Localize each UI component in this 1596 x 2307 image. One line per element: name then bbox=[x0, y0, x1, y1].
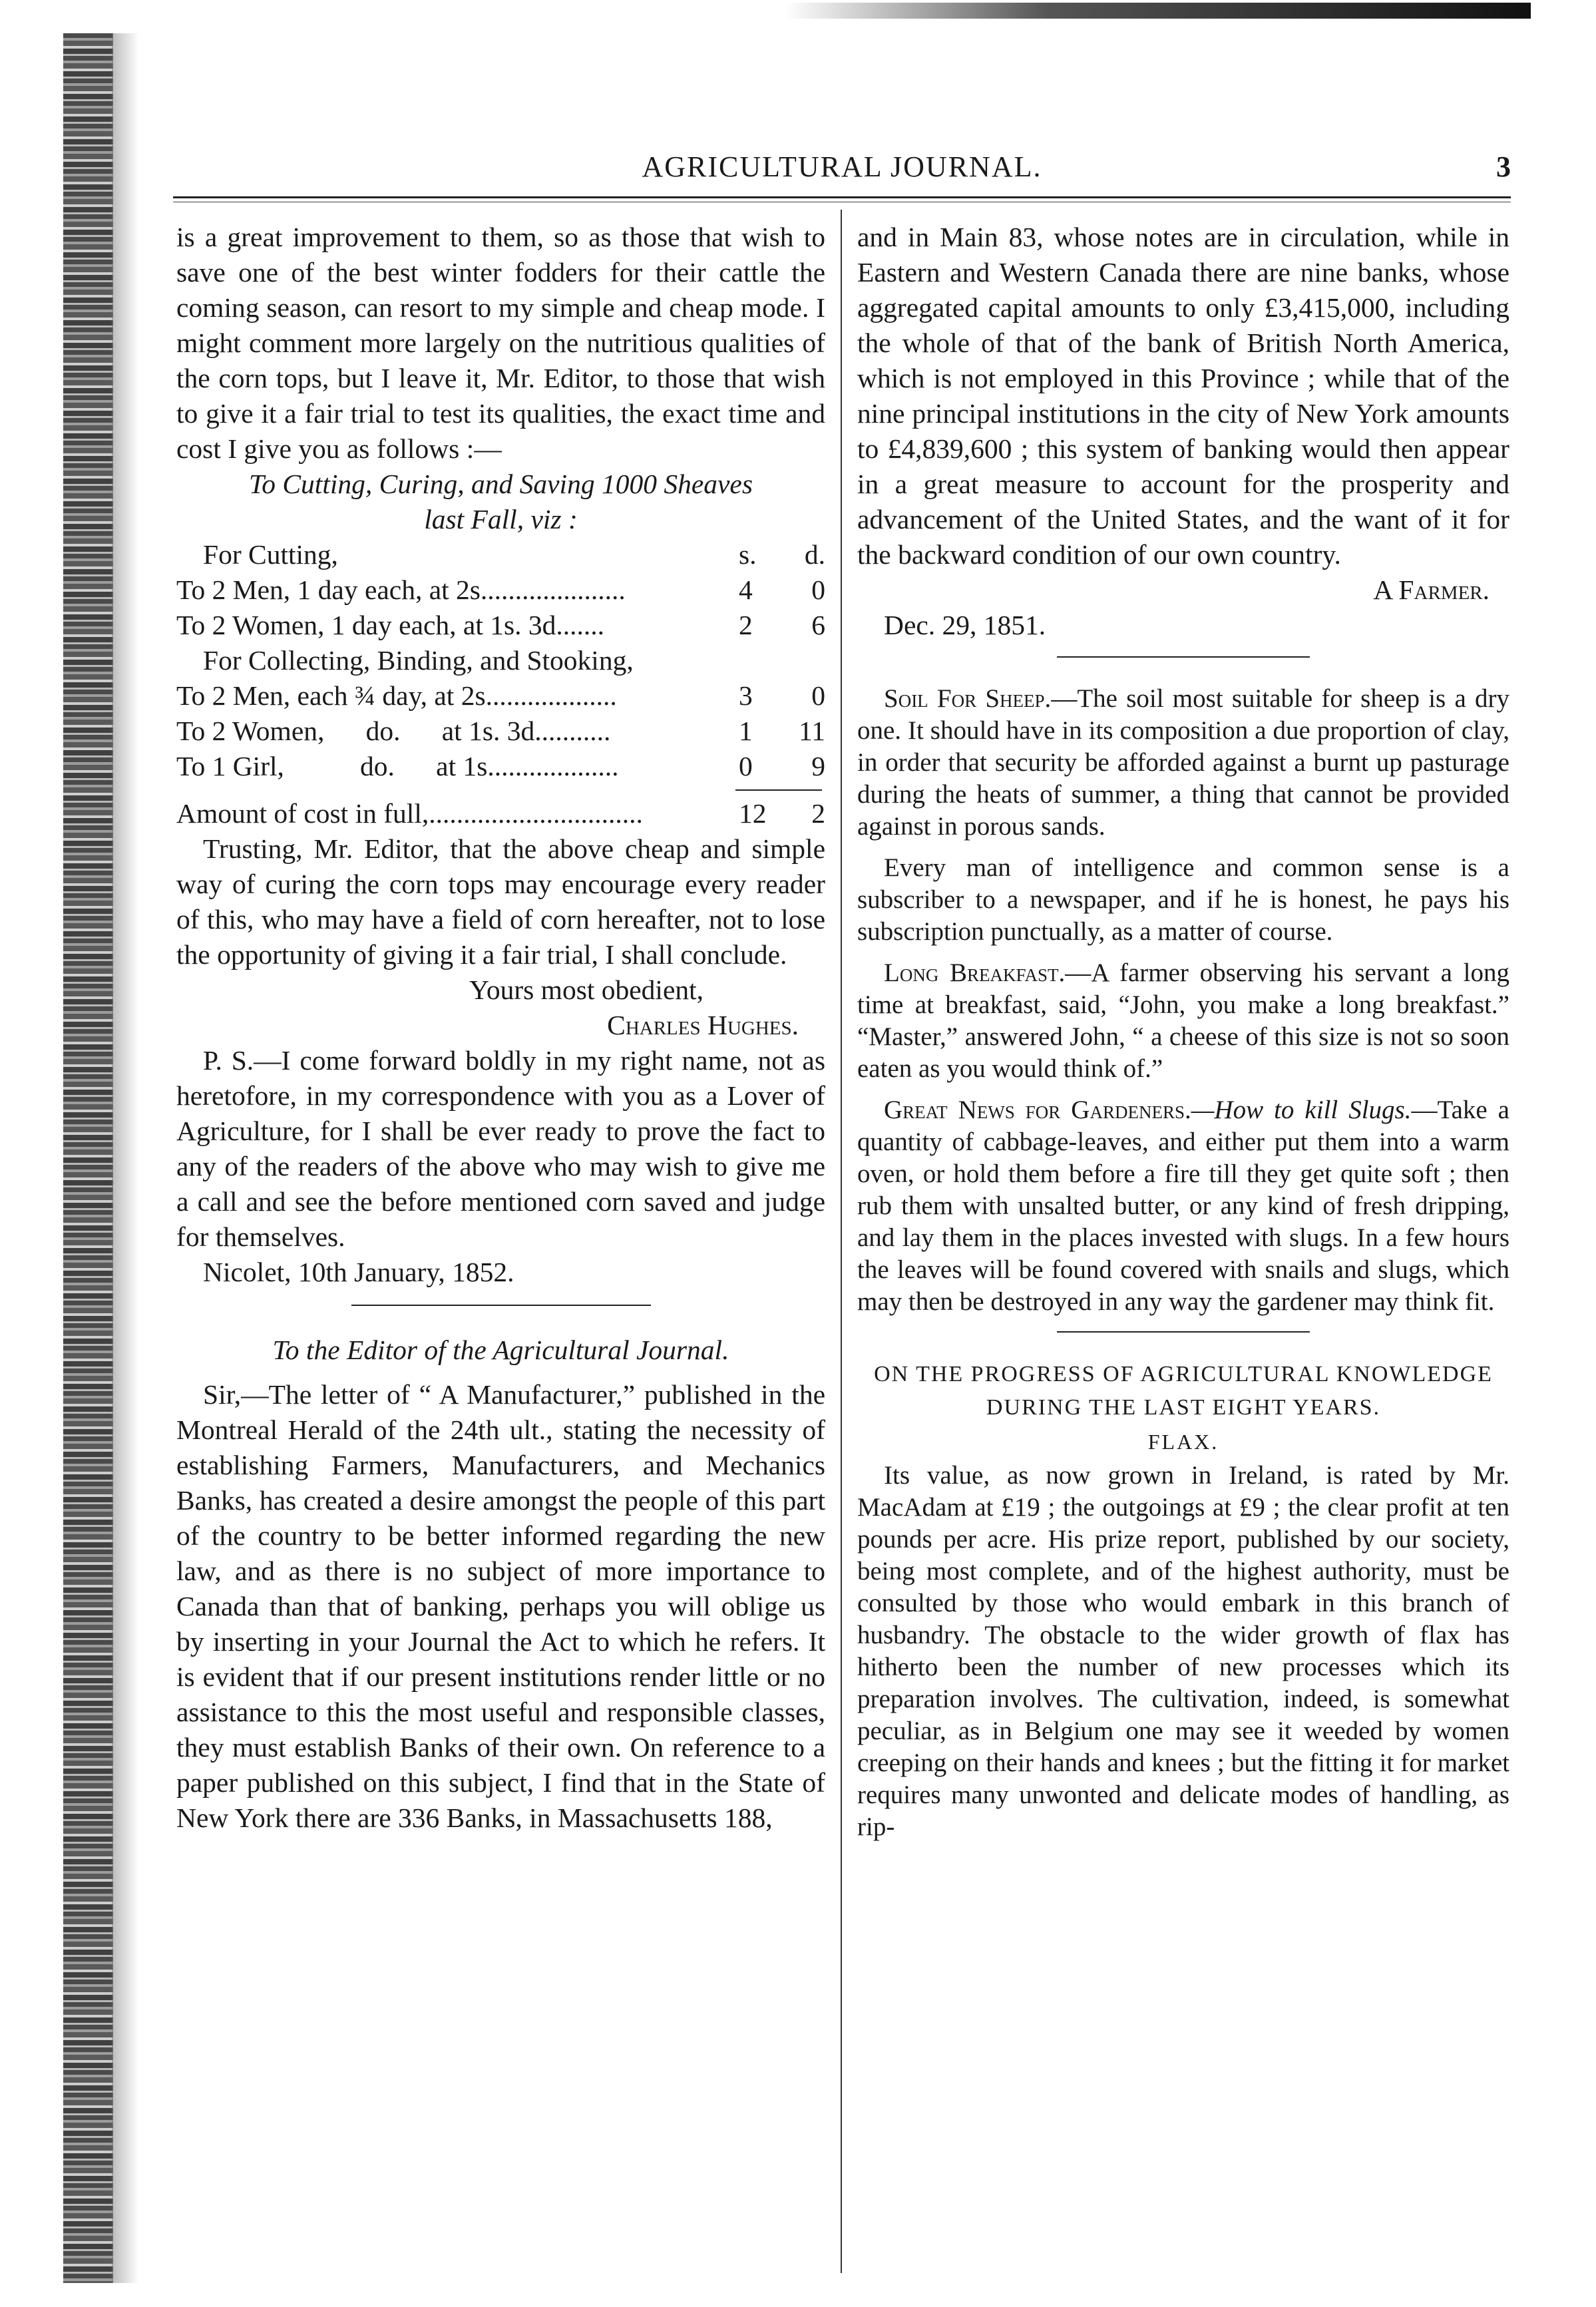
paragraph: and in Main 83, whose notes are in circulation, while in Eastern and Western Canada there are nine banks, whose aggregated capital amounts to only £3,415,000, including the whole of that of the bank of British North America, which is not employed in this Province ; while that of the nine principal institutions in the city of New York amounts to £4,839,600 ; this system of banking would then appear in a great measure to account for the prosperity and advancement of the United States, and the want of it for the backward condition of our own country. bbox=[857, 222, 1509, 570]
account-pence: 0 bbox=[811, 680, 825, 711]
account-row-label: To 2 Women, 1 day each, at 1s. 3d....... bbox=[176, 610, 605, 640]
account-row bbox=[176, 678, 825, 714]
account-section-header bbox=[176, 537, 825, 572]
column-divider bbox=[841, 210, 842, 2273]
section-rule bbox=[351, 1305, 651, 1306]
account-total-pence: 2 bbox=[811, 798, 825, 829]
page-number: 3 bbox=[1496, 150, 1511, 183]
left-column bbox=[176, 220, 825, 2296]
item-soil-for-sheep bbox=[857, 683, 1509, 843]
account-row-label: To 2 Women, do. at 1s. 3d........... bbox=[176, 716, 611, 746]
account-shillings: 1 bbox=[739, 716, 753, 746]
article-text: Its value, as now grown in Ireland, is rated by Mr. MacAdam at £19 ; the outgoings at £9 ; the clear profit at ten pounds per acre. His prize report, published by our society, being most complete, and of the highest authority, must be consulted by those who would embark in this branch of husbandry. The obstacle to the wider growth of flax has hitherto been the number of new processes which its preparation involves. The cultivation, indeed, is somewhat peculiar, as in Belgium one may see it weeded by women creeping on their hands and knees ; but the fitting it for market requires many unwonted and delicate modes of handling, as rip- bbox=[857, 1461, 1509, 1841]
account-shillings: 4 bbox=[739, 574, 753, 605]
account-pence: 6 bbox=[811, 610, 825, 640]
account-title-cont: last Fall, viz : bbox=[424, 504, 578, 534]
account-row bbox=[176, 714, 825, 749]
item-subheading: —How to kill Slugs. bbox=[1191, 1096, 1412, 1124]
account-total bbox=[176, 796, 825, 831]
column-head-shillings: s. bbox=[739, 539, 757, 570]
dateline: Nicolet, 10th January, 1852. bbox=[203, 1257, 514, 1287]
account-section-label: For Cutting, bbox=[203, 539, 338, 570]
letter-heading: To the Editor of the Agricultural Journal. bbox=[272, 1335, 729, 1365]
paragraph: Sir,—The letter of “ A Manufacturer,” published in the Montreal Herald of the 24th ult., stating the necessity of establishing Farmers, Manufacturers, and Mechanics Banks, has created a desire amongst the people of this part of the country to be better informed regarding the new law, and as there is no subject of more importance to Canada than that of banking, perhaps you will oblige us by inserting in your Journal the Act to which he refers. It is evident that if our present institutions render little or no assistance to this the most useful and responsible classes, they must establish Banks of their own. On reference to a paper published on this subject, I find that in the State of New York there are 336 Banks, in Massachusetts 188, bbox=[176, 1379, 825, 1833]
dateline: Dec. 29, 1851. bbox=[884, 610, 1046, 640]
account-pence: 0 bbox=[811, 574, 825, 605]
page-header bbox=[173, 150, 1511, 196]
account-total-shillings: 12 bbox=[739, 798, 767, 829]
account-row-label: To 1 Girl, do. at 1s................... bbox=[176, 751, 619, 781]
right-column bbox=[857, 220, 1509, 2296]
signature: A Farmer. bbox=[1373, 574, 1490, 605]
account-row bbox=[176, 749, 825, 784]
account-shillings: 3 bbox=[739, 680, 753, 711]
account-section-label: For Collecting, Binding, and Stooking, bbox=[203, 645, 634, 676]
header-rule bbox=[173, 196, 1511, 198]
sum-rule bbox=[735, 789, 822, 791]
cost-account bbox=[176, 537, 825, 831]
column-head-pence: d. bbox=[804, 539, 825, 570]
item-heading: Long Breakfast. bbox=[884, 958, 1066, 987]
item-text: —The soil most suitable for sheep is a dry one. It should have in its composition a due proportion of clay, in order that security be afforded against a burnt up pasturage during the heats of summer, a thing that cannot be provided against in porous sands. bbox=[857, 684, 1509, 841]
binding-fade bbox=[112, 33, 138, 2283]
article-title: ON THE PROGRESS OF AGRICULTURAL KNOWLEDGE DURING THE LAST EIGHT YEARS. bbox=[874, 1362, 1493, 1420]
account-total-label: Amount of cost in full,............................... bbox=[176, 798, 643, 829]
account-row bbox=[176, 608, 825, 643]
postscript: P. S.—I come forward boldly in my right name, not as heretofore, in my correspondence with you as a Lover of Agriculture, for I shall be ever ready to prove the fact to any of the readers of the above who may wish to give me a call and see the before mentioned corn saved and judge for themselves. bbox=[176, 1045, 825, 1252]
paragraph: Trusting, Mr. Editor, that the above cheap and simple way of curing the corn tops may encourage every reader of this, who may have a field of corn hereafter, not to lose the opportunity of giving it a fair trial, I shall conclude. bbox=[176, 833, 825, 970]
account-pence: 9 bbox=[811, 751, 825, 781]
signature: Charles Hughes. bbox=[607, 1010, 799, 1040]
item-heading: Soil For Sheep. bbox=[884, 684, 1052, 713]
account-pence: 11 bbox=[799, 716, 825, 746]
account-section-header bbox=[176, 643, 825, 678]
item-long-breakfast bbox=[857, 957, 1509, 1085]
account-row-label: To 2 Men, 1 day each, at 2s..................... bbox=[176, 574, 626, 605]
section-rule bbox=[1057, 656, 1310, 658]
running-title: AGRICULTURAL JOURNAL. bbox=[642, 150, 1042, 183]
item-text: —A farmer observing his servant a long time at breakfast, said, “John, you make a long breakfast.” “Master,” answered John, “ a cheese of this size is not so soon eaten as you would think of.” bbox=[857, 958, 1509, 1083]
account-shillings: 2 bbox=[739, 610, 753, 640]
scan-top-edge bbox=[785, 3, 1531, 19]
paragraph: is a great improvement to them, so as those that wish to save one of the best winter fodders for their cattle the coming season, can resort to my simple and cheap mode. I might comment more largely on the nutritious qualities of the corn tops, but I leave it, Mr. Editor, to those that wish to give it a fair trial to test its qualities, the exact time and cost I give you as follows :— bbox=[176, 222, 825, 464]
item-text: —Take a quantity of cabbage-leaves, and either put them into a warm oven, or hold them before a fire till they get quite soft ; then rub them with unsalted butter, or any kind of fresh dripping, and lay them in the places invested with slugs. In a few hours the leaves will be found covered with snails and slugs, which may then be destroyed in any way the gardener may think fit. bbox=[857, 1096, 1509, 1316]
item-heading: Great News for Gardeners. bbox=[884, 1096, 1191, 1124]
binding-spine-shadow bbox=[63, 33, 113, 2283]
item-newspaper: Every man of intelligence and common sense is a subscriber to a newspaper, and if he is honest, he pays his subscription punctually, as a matter of course. bbox=[857, 853, 1509, 946]
article-subtitle: FLAX. bbox=[1147, 1430, 1219, 1454]
closing: Yours most obedient, bbox=[469, 974, 704, 1005]
item-gardeners bbox=[857, 1094, 1509, 1318]
account-title: To Cutting, Curing, and Saving 1000 Sheaves bbox=[248, 469, 753, 499]
account-row bbox=[176, 572, 825, 608]
account-row-label: To 2 Men, each ¾ day, at 2s................... bbox=[176, 680, 617, 711]
account-shillings: 0 bbox=[739, 751, 753, 781]
section-rule bbox=[1057, 1331, 1310, 1333]
